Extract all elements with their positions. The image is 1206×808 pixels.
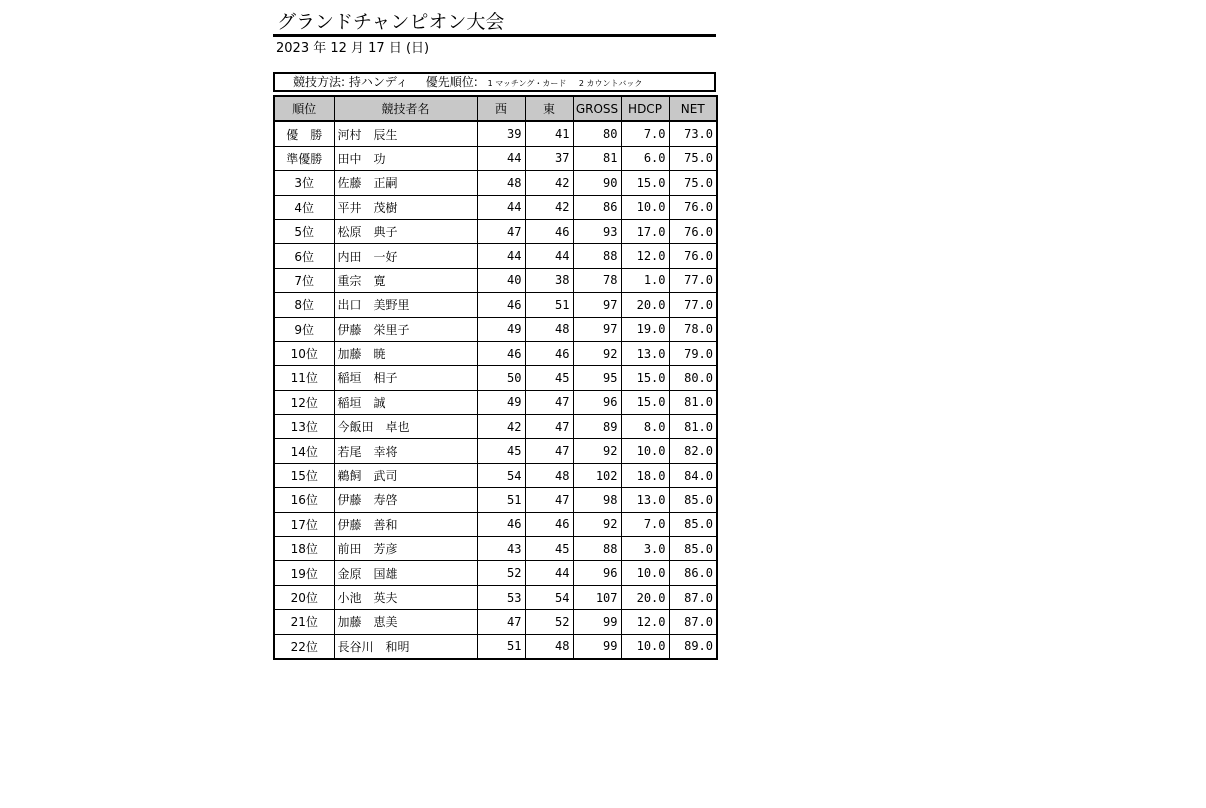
hdcp-cell: 15.0 — [621, 366, 669, 390]
player-name-cell: 小池 英夫 — [334, 585, 477, 609]
results-table — [273, 95, 718, 660]
player-name-cell: 若尾 幸将 — [334, 439, 477, 463]
header-rank: 順位 — [274, 96, 334, 121]
west-score-cell: 50 — [477, 366, 525, 390]
table-row — [274, 366, 717, 390]
net-cell: 77.0 — [669, 293, 717, 317]
net-cell: 85.0 — [669, 488, 717, 512]
rank-cell: 13位 — [274, 415, 334, 439]
west-score-cell: 51 — [477, 634, 525, 659]
east-score-cell: 45 — [525, 537, 573, 561]
net-cell: 76.0 — [669, 195, 717, 219]
east-score-cell: 42 — [525, 195, 573, 219]
player-name-cell: 重宗 寛 — [334, 268, 477, 292]
west-score-cell: 48 — [477, 171, 525, 195]
event-date: 2023 年 12 月 17 日 (日) — [276, 41, 430, 56]
east-score-cell: 47 — [525, 439, 573, 463]
player-name-cell: 鵜飼 武司 — [334, 463, 477, 487]
net-cell: 81.0 — [669, 390, 717, 414]
rank-cell: 21位 — [274, 610, 334, 634]
table-row — [274, 219, 717, 243]
net-cell: 77.0 — [669, 268, 717, 292]
rank-cell: 15位 — [274, 463, 334, 487]
east-score-cell: 46 — [525, 219, 573, 243]
net-cell: 85.0 — [669, 537, 717, 561]
player-name-cell: 今飯田 卓也 — [334, 415, 477, 439]
hdcp-cell: 13.0 — [621, 341, 669, 365]
player-name-cell: 伊藤 寿啓 — [334, 488, 477, 512]
net-cell: 81.0 — [669, 415, 717, 439]
net-cell: 87.0 — [669, 610, 717, 634]
header-gross: GROSS — [573, 96, 621, 121]
rank-cell: 19位 — [274, 561, 334, 585]
rank-cell: 16位 — [274, 488, 334, 512]
west-score-cell: 45 — [477, 439, 525, 463]
net-cell: 75.0 — [669, 171, 717, 195]
table-row — [274, 244, 717, 268]
table-row — [274, 585, 717, 609]
player-name-cell: 松原 典子 — [334, 219, 477, 243]
east-score-cell: 44 — [525, 244, 573, 268]
net-cell: 82.0 — [669, 439, 717, 463]
gross-cell: 93 — [573, 219, 621, 243]
hdcp-cell: 8.0 — [621, 415, 669, 439]
priority-option: 2 カウントバック — [578, 79, 643, 88]
west-score-cell: 43 — [477, 537, 525, 561]
west-score-cell: 40 — [477, 268, 525, 292]
header-east: 東 — [525, 96, 573, 121]
player-name-cell: 出口 美野里 — [334, 293, 477, 317]
competition-method-box — [273, 72, 716, 92]
west-score-cell: 39 — [477, 121, 525, 146]
rank-cell: 3位 — [274, 171, 334, 195]
hdcp-cell: 10.0 — [621, 439, 669, 463]
gross-cell: 86 — [573, 195, 621, 219]
gross-cell: 95 — [573, 366, 621, 390]
net-cell: 80.0 — [669, 366, 717, 390]
table-row — [274, 317, 717, 341]
gross-cell: 88 — [573, 244, 621, 268]
west-score-cell: 52 — [477, 561, 525, 585]
rank-cell: 14位 — [274, 439, 334, 463]
east-score-cell: 47 — [525, 415, 573, 439]
table-row — [274, 610, 717, 634]
rank-cell: 10位 — [274, 341, 334, 365]
east-score-cell: 46 — [525, 512, 573, 536]
west-score-cell: 46 — [477, 341, 525, 365]
east-score-cell: 45 — [525, 366, 573, 390]
net-cell: 85.0 — [669, 512, 717, 536]
hdcp-cell: 15.0 — [621, 171, 669, 195]
east-score-cell: 44 — [525, 561, 573, 585]
hdcp-cell: 15.0 — [621, 390, 669, 414]
gross-cell: 92 — [573, 341, 621, 365]
table-row — [274, 171, 717, 195]
net-cell: 86.0 — [669, 561, 717, 585]
gross-cell: 96 — [573, 561, 621, 585]
east-score-cell: 48 — [525, 634, 573, 659]
west-score-cell: 46 — [477, 512, 525, 536]
table-row — [274, 488, 717, 512]
rank-cell: 5位 — [274, 219, 334, 243]
rank-cell: 20位 — [274, 585, 334, 609]
rank-cell: 7位 — [274, 268, 334, 292]
net-cell: 76.0 — [669, 219, 717, 243]
page-title: グランドチャンピオン大会 — [273, 10, 716, 37]
west-score-cell: 47 — [477, 219, 525, 243]
player-name-cell: 稲垣 誠 — [334, 390, 477, 414]
west-score-cell: 49 — [477, 390, 525, 414]
hdcp-cell: 7.0 — [621, 512, 669, 536]
hdcp-cell: 6.0 — [621, 146, 669, 170]
player-name-cell: 田中 功 — [334, 146, 477, 170]
net-cell: 84.0 — [669, 463, 717, 487]
rank-cell: 11位 — [274, 366, 334, 390]
west-score-cell: 49 — [477, 317, 525, 341]
hdcp-cell: 3.0 — [621, 537, 669, 561]
west-score-cell: 44 — [477, 195, 525, 219]
rank-cell: 8位 — [274, 293, 334, 317]
east-score-cell: 48 — [525, 463, 573, 487]
results-sheet — [273, 10, 716, 660]
west-score-cell: 42 — [477, 415, 525, 439]
hdcp-cell: 13.0 — [621, 488, 669, 512]
player-name-cell: 金原 国雄 — [334, 561, 477, 585]
table-row — [274, 146, 717, 170]
gross-cell: 97 — [573, 293, 621, 317]
east-score-cell: 54 — [525, 585, 573, 609]
rank-cell: 18位 — [274, 537, 334, 561]
gross-cell: 98 — [573, 488, 621, 512]
hdcp-cell: 10.0 — [621, 561, 669, 585]
table-row — [274, 415, 717, 439]
west-score-cell: 47 — [477, 610, 525, 634]
rank-cell: 17位 — [274, 512, 334, 536]
table-row — [274, 634, 717, 659]
player-name-cell: 平井 茂樹 — [334, 195, 477, 219]
gross-cell: 88 — [573, 537, 621, 561]
hdcp-cell: 1.0 — [621, 268, 669, 292]
player-name-cell: 伊藤 善和 — [334, 512, 477, 536]
rank-cell: 優 勝 — [274, 121, 334, 146]
west-score-cell: 44 — [477, 244, 525, 268]
gross-cell: 107 — [573, 585, 621, 609]
player-name-cell: 前田 芳彦 — [334, 537, 477, 561]
hdcp-cell: 18.0 — [621, 463, 669, 487]
east-score-cell: 47 — [525, 390, 573, 414]
gross-cell: 80 — [573, 121, 621, 146]
rank-cell: 9位 — [274, 317, 334, 341]
table-row — [274, 341, 717, 365]
table-row — [274, 293, 717, 317]
hdcp-cell: 12.0 — [621, 610, 669, 634]
gross-cell: 81 — [573, 146, 621, 170]
priority-label: 優先順位: — [425, 75, 478, 89]
east-score-cell: 46 — [525, 341, 573, 365]
east-score-cell: 37 — [525, 146, 573, 170]
table-row — [274, 537, 717, 561]
priority-option: 1 マッチング・カード — [487, 79, 567, 88]
net-cell: 78.0 — [669, 317, 717, 341]
table-row — [274, 390, 717, 414]
gross-cell: 97 — [573, 317, 621, 341]
player-name-cell: 加藤 暁 — [334, 341, 477, 365]
table-header-row — [274, 96, 717, 121]
east-score-cell: 38 — [525, 268, 573, 292]
hdcp-cell: 7.0 — [621, 121, 669, 146]
gross-cell: 99 — [573, 610, 621, 634]
west-score-cell: 53 — [477, 585, 525, 609]
header-hdcp: HDCP — [621, 96, 669, 121]
table-row — [274, 195, 717, 219]
hdcp-cell: 12.0 — [621, 244, 669, 268]
priority-options — [488, 79, 643, 88]
west-score-cell: 51 — [477, 488, 525, 512]
hdcp-cell: 20.0 — [621, 293, 669, 317]
player-name-cell: 加藤 恵美 — [334, 610, 477, 634]
rank-cell: 12位 — [274, 390, 334, 414]
gross-cell: 90 — [573, 171, 621, 195]
table-row — [274, 268, 717, 292]
gross-cell: 96 — [573, 390, 621, 414]
east-score-cell: 42 — [525, 171, 573, 195]
hdcp-cell: 10.0 — [621, 195, 669, 219]
rank-cell: 準優勝 — [274, 146, 334, 170]
hdcp-cell: 17.0 — [621, 219, 669, 243]
table-row — [274, 463, 717, 487]
header-net: NET — [669, 96, 717, 121]
player-name-cell: 佐藤 正嗣 — [334, 171, 477, 195]
player-name-cell: 長谷川 和明 — [334, 634, 477, 659]
header-west: 西 — [477, 96, 525, 121]
gross-cell: 92 — [573, 439, 621, 463]
player-name-cell: 稲垣 相子 — [334, 366, 477, 390]
hdcp-cell: 20.0 — [621, 585, 669, 609]
player-name-cell: 河村 辰生 — [334, 121, 477, 146]
east-score-cell: 41 — [525, 121, 573, 146]
net-cell: 79.0 — [669, 341, 717, 365]
header-name: 競技者名 — [334, 96, 477, 121]
player-name-cell: 内田 一好 — [334, 244, 477, 268]
gross-cell: 78 — [573, 268, 621, 292]
rank-cell: 6位 — [274, 244, 334, 268]
table-row — [274, 439, 717, 463]
west-score-cell: 54 — [477, 463, 525, 487]
net-cell: 73.0 — [669, 121, 717, 146]
gross-cell: 89 — [573, 415, 621, 439]
net-cell: 89.0 — [669, 634, 717, 659]
gross-cell: 92 — [573, 512, 621, 536]
rank-cell: 22位 — [274, 634, 334, 659]
method-label: 競技方法: 持ハンディ — [293, 75, 408, 89]
rank-cell: 4位 — [274, 195, 334, 219]
hdcp-cell: 19.0 — [621, 317, 669, 341]
net-cell: 87.0 — [669, 585, 717, 609]
east-score-cell: 48 — [525, 317, 573, 341]
gross-cell: 99 — [573, 634, 621, 659]
gross-cell: 102 — [573, 463, 621, 487]
player-name-cell: 伊藤 栄里子 — [334, 317, 477, 341]
hdcp-cell: 10.0 — [621, 634, 669, 659]
east-score-cell: 47 — [525, 488, 573, 512]
table-row — [274, 512, 717, 536]
net-cell: 75.0 — [669, 146, 717, 170]
table-row — [274, 121, 717, 146]
east-score-cell: 51 — [525, 293, 573, 317]
net-cell: 76.0 — [669, 244, 717, 268]
west-score-cell: 44 — [477, 146, 525, 170]
east-score-cell: 52 — [525, 610, 573, 634]
table-row — [274, 561, 717, 585]
west-score-cell: 46 — [477, 293, 525, 317]
